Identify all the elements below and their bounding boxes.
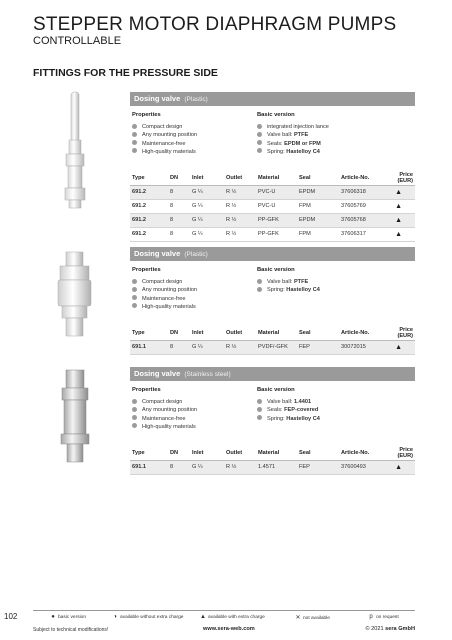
product-header-bar — [130, 247, 415, 261]
bullet-icon — [132, 303, 137, 308]
dosing-valve-stainless-steel-image — [55, 368, 95, 466]
property-item: High-quality materials — [132, 423, 197, 431]
bullet-icon — [257, 287, 262, 292]
col-header: Type — [130, 327, 170, 340]
product-table — [130, 447, 415, 475]
basic-item: Valve ball: PTFE — [257, 131, 329, 139]
col-header: Outlet — [226, 172, 258, 185]
property-item: High-quality materials — [132, 148, 197, 156]
bullet-icon — [132, 407, 137, 412]
bullet-icon — [257, 140, 262, 145]
basic-item: Spring: Hastelloy C4 — [257, 286, 320, 294]
col-header: Material — [258, 172, 299, 185]
property-item: Any mounting position — [132, 406, 197, 414]
basic-version-heading: Basic version — [257, 267, 295, 273]
property-item: High-quality materials — [132, 303, 197, 311]
basic-item: Valve ball: PTFE — [257, 278, 320, 286]
bullet-icon — [257, 407, 262, 412]
properties-heading: Properties — [132, 112, 161, 118]
footer-divider — [33, 610, 415, 611]
page-subtitle: CONTROLLABLE — [33, 35, 122, 47]
product-table — [130, 327, 415, 355]
bullet-icon — [132, 148, 137, 153]
triangle-icon: ▲ — [384, 227, 415, 241]
bullet-icon — [257, 132, 262, 137]
bullet-icon — [132, 415, 137, 420]
col-header: Article-No. — [341, 327, 384, 340]
table-header-row — [130, 172, 415, 185]
bullet-icon — [132, 295, 137, 300]
col-header: Article-No. — [341, 447, 384, 460]
footer-note: Subject to technical modifications! — [33, 627, 109, 633]
basic-item: Spring: Hastelloy C4 — [257, 148, 329, 156]
dosing-valve-plastic-image — [52, 250, 97, 340]
product-name: Dosing valve — [134, 249, 181, 258]
page-title: STEPPER MOTOR DIAPHRAGM PUMPS — [33, 14, 397, 35]
triangle-icon: ▲ — [200, 614, 206, 620]
legend-item: ◑ available without extra charge — [113, 614, 184, 620]
col-header: DN — [170, 447, 192, 460]
basic-item: integrated injection lance — [257, 123, 329, 131]
table-header-row — [130, 327, 415, 340]
triangle-icon: ▲ — [384, 340, 415, 354]
col-header: Material — [258, 447, 299, 460]
property-item: Any mounting position — [132, 286, 197, 294]
product-header-bar — [130, 367, 415, 381]
table-row: 691.2 8 G ¼ R ½ PP-GFK FPM 37606317 ▲ — [130, 227, 415, 241]
col-header: Seal — [299, 447, 341, 460]
legend-item: ▲ available with extra charge — [200, 614, 265, 620]
product-block-dosing-valve-plastic-2 — [130, 247, 415, 355]
half-circle-icon: ◑ — [113, 614, 117, 620]
table-row: 691.1 8 G ¼ R ½ 1.4571 FEP 37600493 ▲ — [130, 460, 415, 474]
product-variant: (Plastic) — [184, 251, 208, 258]
product-name: Dosing valve — [134, 94, 181, 103]
col-header: Inlet — [192, 172, 226, 185]
property-item: Compact design — [132, 123, 197, 131]
section-heading: FITTINGS FOR THE PRESSURE SIDE — [33, 67, 218, 79]
col-header: Seal — [299, 327, 341, 340]
col-header: Price (EUR) — [384, 172, 415, 185]
bullet-icon — [132, 132, 137, 137]
property-item: Maintenance-free — [132, 295, 197, 303]
col-header: Seal — [299, 172, 341, 185]
property-item: Compact design — [132, 398, 197, 406]
col-header: Inlet — [192, 447, 226, 460]
footer-copyright: © 2021 sera GmbH — [365, 626, 415, 632]
col-header: Type — [130, 447, 170, 460]
basic-item: Spring: Hastelloy C4 — [257, 415, 320, 423]
col-header: DN — [170, 327, 192, 340]
triangle-icon: ▲ — [384, 460, 415, 474]
col-header: Inlet — [192, 327, 226, 340]
property-item: Maintenance-free — [132, 140, 197, 148]
footer-website-link[interactable]: www.sera-web.com — [203, 626, 255, 632]
product-variant: (Plastic) — [184, 96, 208, 103]
col-header: DN — [170, 172, 192, 185]
dosing-valve-plastic-lance-image — [60, 90, 90, 210]
bullet-icon — [132, 140, 137, 145]
basic-version-heading: Basic version — [257, 387, 295, 393]
col-header: Material — [258, 327, 299, 340]
bullet-icon — [257, 279, 262, 284]
property-item: Maintenance-free — [132, 415, 197, 423]
cross-icon: ✕ — [295, 615, 301, 621]
col-header: Article-No. — [341, 172, 384, 185]
bullet-icon — [257, 148, 262, 153]
triangle-icon: ▲ — [384, 213, 415, 227]
properties-heading: Properties — [132, 267, 161, 273]
bullet-icon — [132, 124, 137, 129]
bullet-icon — [257, 124, 262, 129]
bullet-icon — [257, 415, 262, 420]
product-table — [130, 172, 415, 242]
table-row: 691.2 8 G ¼ R ½ PP-GFK EPDM 37605768 ▲ — [130, 213, 415, 227]
product-name: Dosing valve — [134, 369, 181, 378]
properties-heading: Properties — [132, 387, 161, 393]
basic-version-heading: Basic version — [257, 112, 295, 118]
p-icon: p — [369, 614, 373, 620]
page-number: 102 — [4, 612, 18, 621]
product-block-dosing-valve-stainless-steel — [130, 367, 415, 475]
basic-item: Seals: FEP-covered — [257, 406, 320, 414]
basic-item: Seals: EPDM or FPM — [257, 140, 329, 148]
product-block-dosing-valve-plastic-1 — [130, 92, 415, 242]
legend-item: ✕ not available — [295, 615, 330, 621]
product-header-bar — [130, 92, 415, 106]
property-item: Compact design — [132, 278, 197, 286]
col-header: Outlet — [226, 447, 258, 460]
property-item: Any mounting position — [132, 131, 197, 139]
basic-item: Valve ball: 1.4401 — [257, 398, 320, 406]
triangle-icon: ▲ — [384, 185, 415, 199]
legend-item: p on request — [369, 614, 399, 620]
col-header: Type — [130, 172, 170, 185]
product-variant: (Stainless steel) — [184, 371, 231, 378]
table-row: 691.2 8 G ¼ R ½ PVC-U EPDM 37606318 ▲ — [130, 185, 415, 199]
filled-circle-icon: ● — [51, 614, 55, 620]
bullet-icon — [132, 279, 137, 284]
bullet-icon — [132, 287, 137, 292]
table-row: 691.2 8 G ¼ R ½ PVC-U FPM 37605769 ▲ — [130, 199, 415, 213]
col-header: Outlet — [226, 327, 258, 340]
col-header: Price (EUR) — [384, 447, 415, 460]
table-header-row — [130, 447, 415, 460]
triangle-icon: ▲ — [384, 199, 415, 213]
bullet-icon — [257, 399, 262, 404]
bullet-icon — [132, 423, 137, 428]
table-row: 691.1 8 G ¼ R ½ PVDF/-GFK FEP 30072015 ▲ — [130, 340, 415, 354]
col-header: Price (EUR) — [384, 327, 415, 340]
bullet-icon — [132, 399, 137, 404]
legend-item: ● basic version — [51, 614, 86, 620]
